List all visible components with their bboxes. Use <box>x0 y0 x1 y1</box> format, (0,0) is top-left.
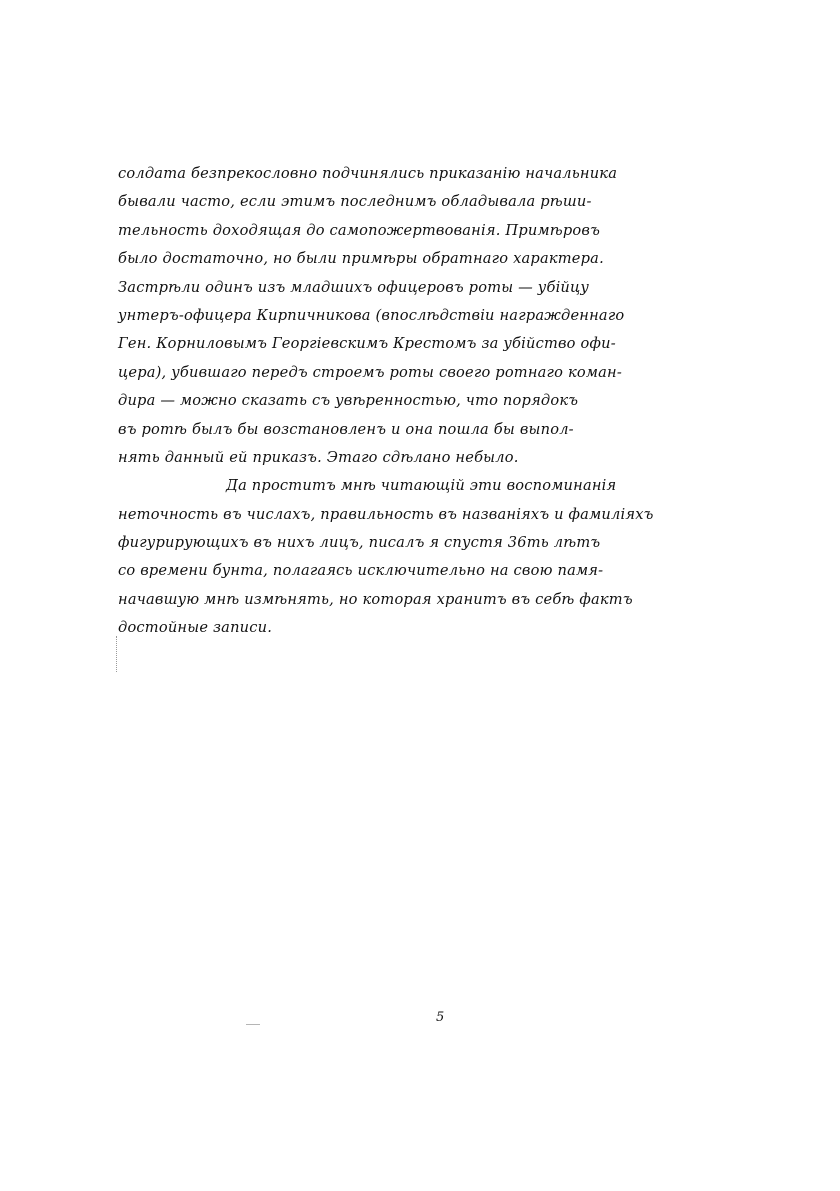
text-line: начавшую мнѣ измѣнять, но которая хранитъ въ себѣ фактъ <box>118 590 633 608</box>
text-line: достойные записи. <box>118 619 273 637</box>
text-line: фигурирующихъ въ нихъ лицъ, писалъ я спустя 36ть лѣтъ <box>118 534 601 552</box>
handwritten-text-block <box>118 160 758 643</box>
margin-mark <box>116 636 118 672</box>
text-line: тельность доходящая до самопожертвованія. Примѣровъ <box>118 221 600 239</box>
text-line: неточность въ числахъ, правильность въ названіяхъ и фамиліяхъ <box>118 505 654 523</box>
footer-dash <box>246 1024 260 1025</box>
text-line: Застрѣли одинъ изъ младшихъ офицеровъ роты — убійцу <box>118 278 590 296</box>
page-number: 5 <box>436 1010 445 1025</box>
text-line: цера), убившаго передъ строемъ роты своего ротнаго коман- <box>118 363 623 381</box>
text-line: бывали часто, если этимъ последнимъ обладывала рѣши- <box>118 193 592 211</box>
text-line: дира — можно сказать съ увѣренностью, что порядокъ <box>118 392 579 410</box>
text-line: было достаточно, но были примѣры обратнаго характера. <box>118 250 604 268</box>
text-line: унтеръ-офицера Кирпичникова (впослѣдствіи награжденнаго <box>118 306 625 324</box>
paragraph-start-line: Да проститъ мнѣ читающій эти воспоминанія <box>226 477 617 495</box>
text-line: со времени бунта, полагаясь исключительно на свою памя- <box>118 562 604 580</box>
text-line: въ ротѣ былъ бы возстановленъ и она пошла бы выпол- <box>118 420 574 438</box>
text-line: нять данный ей приказъ. Этаго сдѣлано небыло. <box>118 448 519 466</box>
text-line: Ген. Корниловымъ Георгіевскимъ Крестомъ за убійство офи- <box>118 335 616 353</box>
text-line: солдата безпрекословно подчинялись приказанію начальника <box>118 165 618 182</box>
